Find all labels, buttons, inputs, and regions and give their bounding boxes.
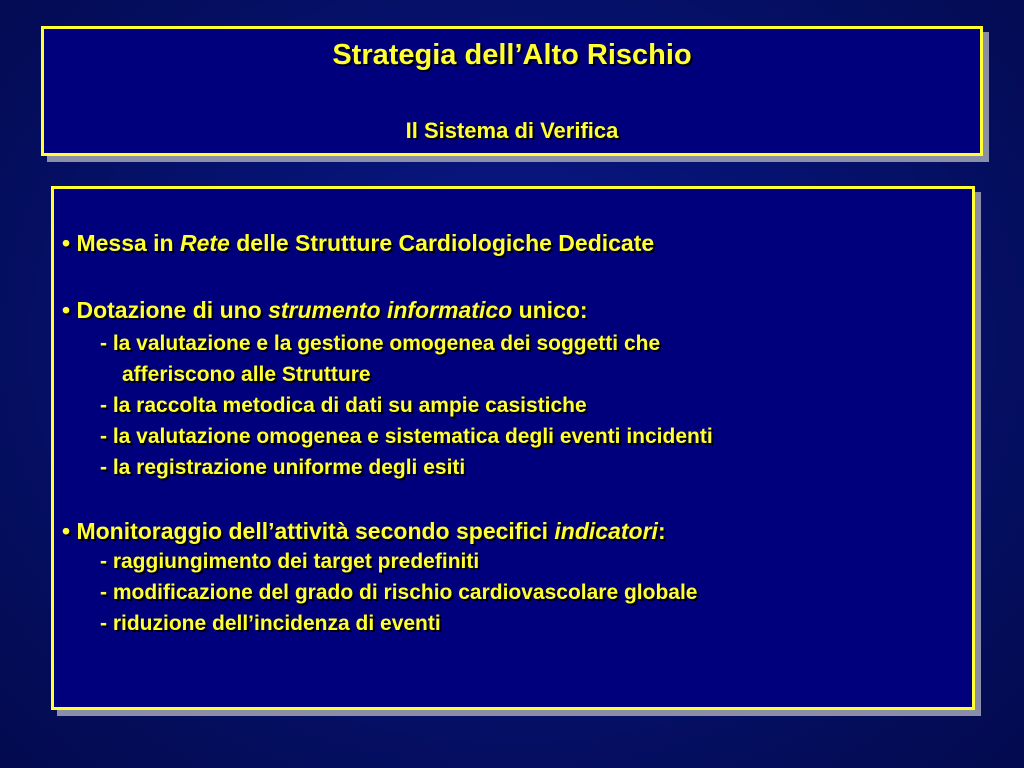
sub-item: - riduzione dell’incidenza di eventi [100, 612, 441, 635]
bullet-text-pre: Dotazione di uno [76, 297, 269, 323]
bullet-network [62, 230, 654, 256]
bullet-monitoring [62, 518, 666, 544]
bullet-text-pre: Messa in [76, 230, 180, 256]
bullet-text-emphasis: strumento informatico [268, 297, 513, 323]
bullet-text-emphasis: indicatori [554, 518, 658, 544]
bullet-text-post: : [657, 518, 666, 544]
bullet-text-post: delle Strutture Cardiologiche Dedicate [229, 230, 655, 256]
bullet-text-post: unico: [512, 297, 588, 323]
bullet-text-emphasis: Rete [180, 230, 230, 256]
slide-title: Strategia dell’Alto Rischio [332, 39, 692, 71]
sub-item: - la valutazione omogenea e sistematica degli eventi incidenti [100, 425, 713, 448]
title-box [41, 26, 983, 156]
bullet-marker: • [62, 518, 71, 544]
sub-item: - modificazione del grado di rischio cardiovascolare globale [100, 581, 698, 604]
bullet-software [62, 297, 588, 323]
sub-item: - raggiungimento dei target predefiniti [100, 550, 480, 573]
sub-item-continuation: afferiscono alle Strutture [122, 363, 371, 386]
bullet-marker: • [62, 297, 71, 323]
sub-item: - la raccolta metodica di dati su ampie casistiche [100, 394, 587, 417]
bullet-text-pre: Monitoraggio dell’attività secondo specifici [76, 518, 555, 544]
slide-subtitle: Il Sistema di Verifica [405, 118, 619, 143]
sub-item: - la valutazione e la gestione omogenea dei soggetti che [100, 332, 661, 355]
bullet-marker: • [62, 230, 71, 256]
content-box [51, 186, 975, 710]
sub-item: - la registrazione uniforme degli esiti [100, 456, 466, 479]
